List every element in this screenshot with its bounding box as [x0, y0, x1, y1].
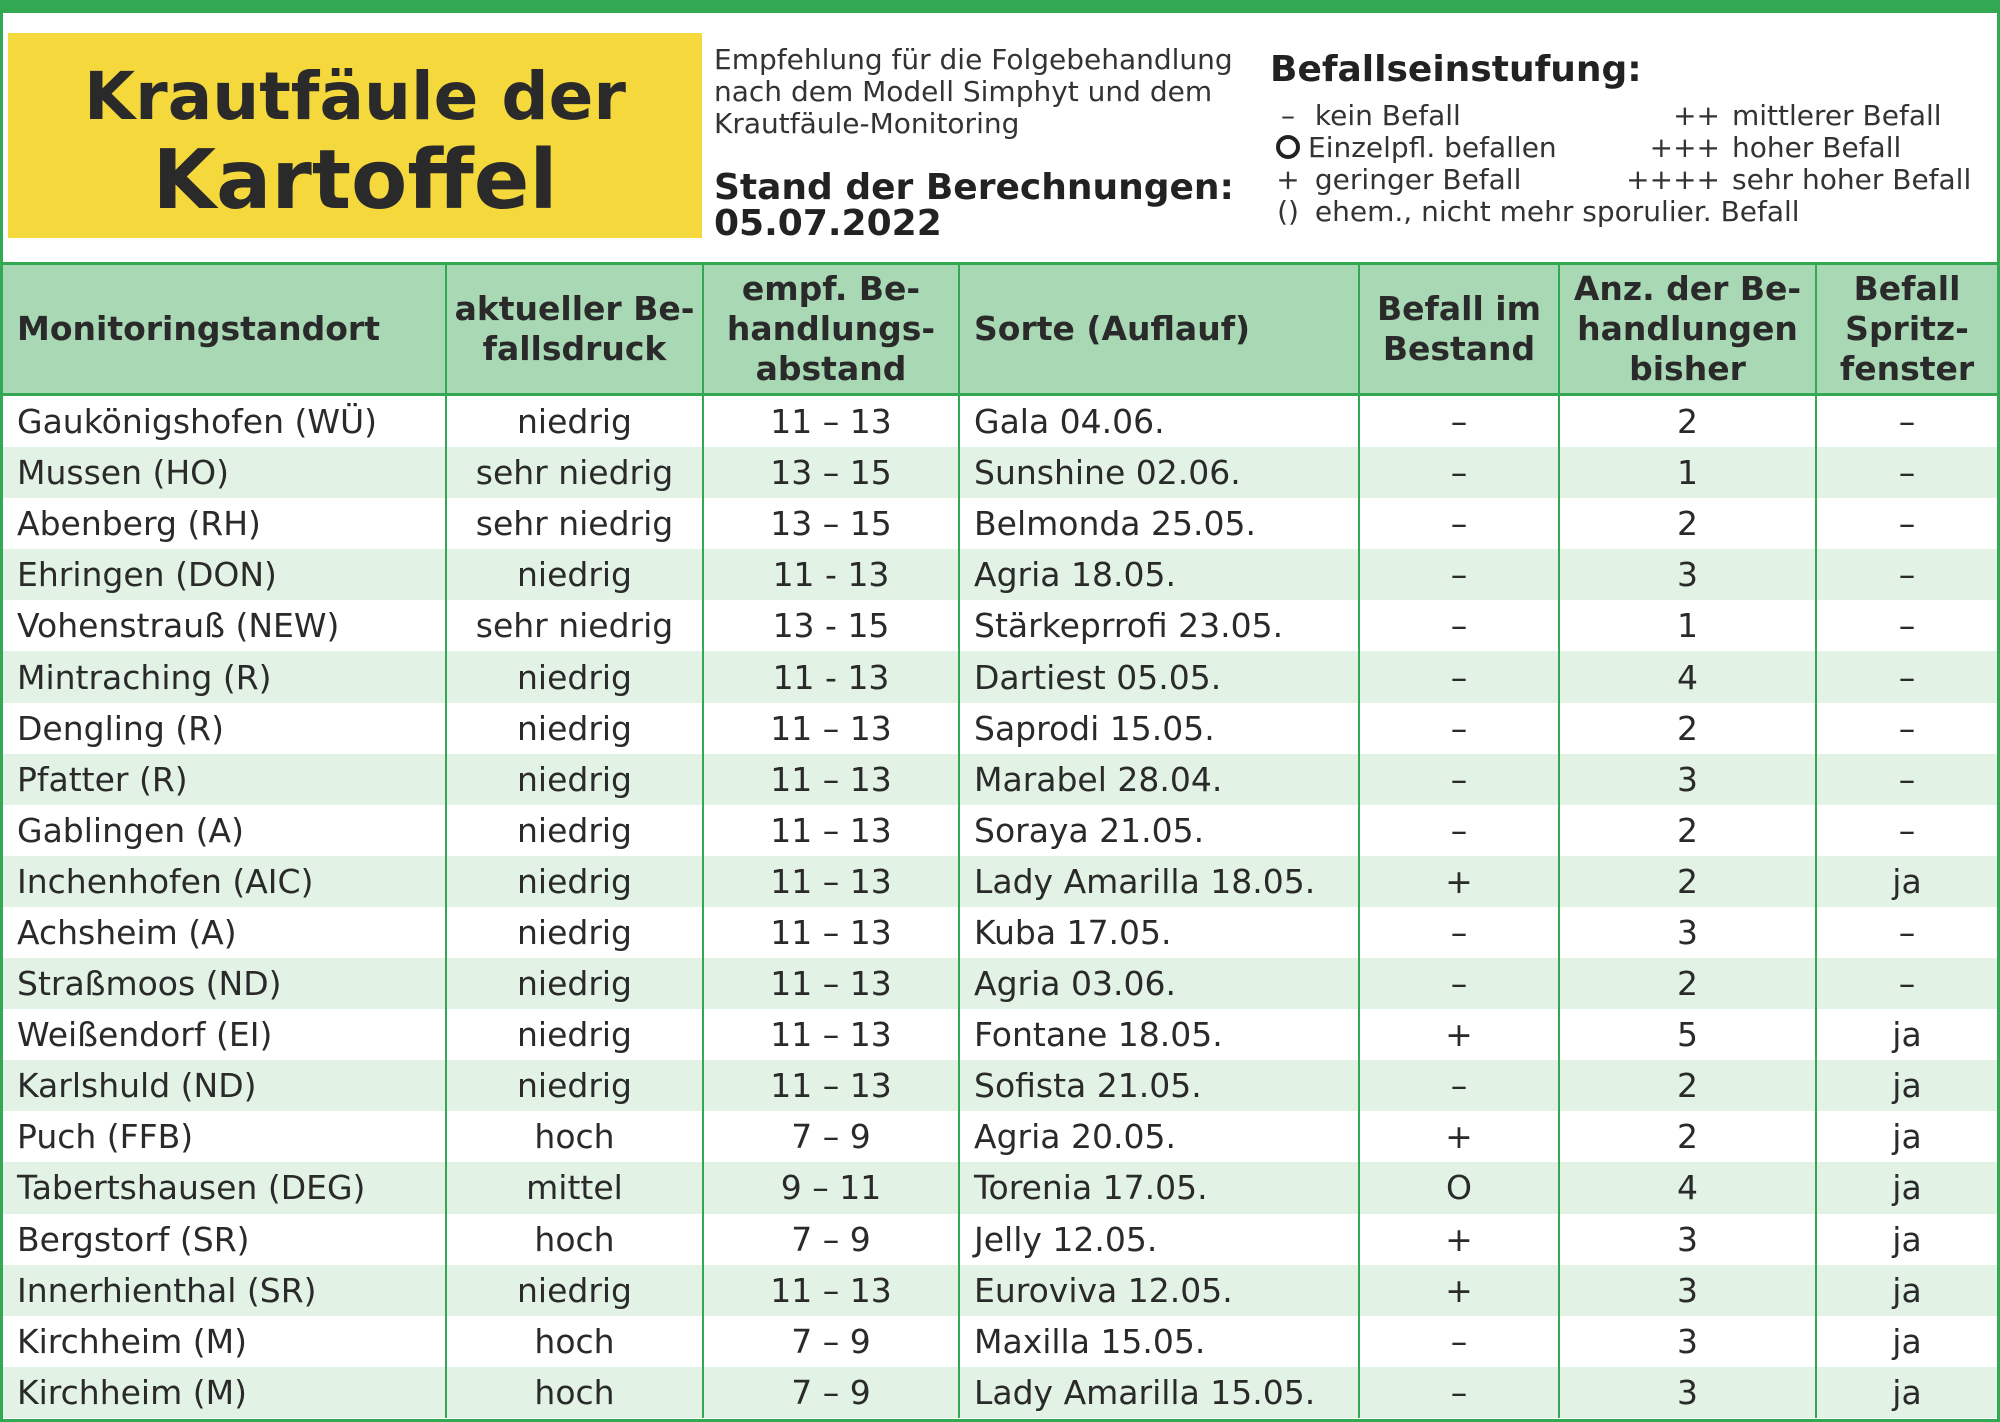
cell-pressure: hoch [446, 1367, 703, 1418]
legend-label: hoher Befall [1732, 131, 1902, 164]
legend-item [1610, 100, 1990, 132]
legend-label: geringer Befall [1314, 163, 1522, 196]
cell-pressure: niedrig [446, 958, 703, 1009]
cell-spray-window: ja [1892, 1219, 1922, 1259]
legend-item [1610, 132, 1990, 164]
header-spray-window: Befall Spritz- fenster [1816, 265, 1997, 395]
cell-variety: Soraya 21.05. [959, 805, 1359, 856]
legend-label: kein Befall [1314, 99, 1461, 132]
cell-treatments: 1 [1559, 447, 1816, 498]
cell-infestation: – [1359, 805, 1559, 856]
table-row [3, 498, 1997, 549]
cell-variety: Gala 04.06. [959, 395, 1359, 448]
cell-spray-window: ja [1816, 1162, 1997, 1213]
legend-label: sehr hoher Befall [1732, 163, 1972, 196]
cell-location: Pfatter (R) [3, 754, 446, 805]
cell-infestation: + [1359, 1265, 1559, 1316]
cell-infestation: – [1359, 549, 1559, 600]
cell-interval: 11 – 13 [703, 1060, 959, 1111]
header-location: Monitoringstandort [3, 265, 446, 395]
cell-pressure: sehr niedrig [446, 498, 703, 549]
legend-item [1270, 164, 1610, 196]
cell-pressure: niedrig [446, 703, 703, 754]
cell-treatments: 2 [1559, 1060, 1816, 1111]
table-row [3, 856, 1997, 907]
legend-item [1610, 164, 1990, 196]
cell-interval: 11 – 13 [703, 958, 959, 1009]
legend [1270, 50, 1990, 228]
cell-spray-window: ja [1892, 1117, 1922, 1157]
cell-interval: 11 – 13 [703, 395, 959, 448]
cell-location: Kirchheim (M) [3, 1367, 446, 1418]
cell-variety: Agria 03.06. [959, 958, 1359, 1009]
cell-treatments: 2 [1559, 1111, 1816, 1162]
cell-infestation: – [1359, 907, 1559, 958]
cell-treatments: 2 [1559, 498, 1816, 549]
legend-item [1270, 196, 1990, 228]
cell-location: Puch (FFB) [3, 1111, 446, 1162]
header-variety: Sorte (Auflauf) [959, 265, 1359, 395]
title-line2: Kartoffel [152, 133, 558, 228]
cell-location: Bergstorf (SR) [3, 1214, 446, 1265]
cell-treatments: 4 [1559, 1162, 1816, 1213]
cell-spray-window: – [1898, 912, 1916, 952]
cell-variety: Agria 20.05. [959, 1111, 1359, 1162]
table-row [3, 549, 1997, 600]
cell-variety: Torenia 17.05. [959, 1162, 1359, 1213]
cell-location: Innerhienthal (SR) [3, 1265, 446, 1316]
cell-location: Dengling (R) [3, 703, 446, 754]
cell-spray-window: – [1898, 606, 1916, 646]
cell-infestation: – [1359, 447, 1559, 498]
cell-pressure: hoch [446, 1316, 703, 1367]
cell-location: Achsheim (A) [3, 907, 446, 958]
header-infestation: Befall im Bestand [1359, 265, 1559, 395]
cell-infestation: O [1359, 1162, 1559, 1213]
cell-variety: Jelly 12.05. [959, 1214, 1359, 1265]
cell-location: Vohenstrauß (NEW) [3, 600, 446, 651]
table-row [3, 1162, 1997, 1213]
cell-variety: Saprodi 15.05. [959, 703, 1359, 754]
desc-line: Empfehlung für die Folgebehandlung [714, 43, 1233, 76]
cell-treatments: 2 [1559, 395, 1816, 448]
cell-interval: 11 - 13 [703, 549, 959, 600]
cell-pressure: niedrig [446, 651, 703, 702]
cell-treatments: 2 [1559, 958, 1816, 1009]
cell-location: Abenberg (RH) [3, 498, 446, 549]
cell-infestation: + [1359, 1111, 1559, 1162]
cell-infestation: + [1359, 1214, 1559, 1265]
cell-treatments: 2 [1559, 805, 1816, 856]
cell-treatments: 4 [1559, 651, 1816, 702]
title-line1: Krautfäule der [84, 58, 626, 135]
monitoring-table [3, 265, 1997, 1418]
table-row [3, 1009, 1997, 1060]
cell-pressure: niedrig [446, 1009, 703, 1060]
cell-spray-window: – [1898, 402, 1916, 442]
cell-spray-window: ja [1816, 1367, 1997, 1418]
legend-label: mittlerer Befall [1732, 99, 1942, 132]
cell-treatments: 5 [1559, 1009, 1816, 1060]
info-description [714, 44, 1254, 140]
cell-pressure: niedrig [446, 395, 703, 448]
table-row [3, 907, 1997, 958]
cell-variety: Maxilla 15.05. [959, 1316, 1359, 1367]
stand-date: 05.07.2022 [714, 203, 942, 244]
cell-interval: 7 – 9 [703, 1316, 959, 1367]
cell-pressure: hoch [446, 1111, 703, 1162]
cell-infestation: – [1359, 1316, 1559, 1367]
title-box [8, 33, 702, 238]
cell-spray-window: ja [1816, 1265, 1997, 1316]
calculation-date [714, 167, 1254, 244]
cell-treatments: 3 [1559, 907, 1816, 958]
cell-spray-window: – [1816, 651, 1997, 702]
desc-line: nach dem Modell Simphyt und dem [714, 75, 1213, 108]
cell-infestation: – [1359, 600, 1559, 651]
cell-location: Gaukönigshofen (WÜ) [3, 395, 446, 448]
cell-treatments: 2 [1559, 856, 1816, 907]
table-row [3, 1111, 1997, 1162]
table-header-row [3, 265, 1997, 395]
legend-symbol: ++ [1673, 99, 1720, 132]
cell-interval: 11 – 13 [703, 1265, 959, 1316]
legend-symbol: () [1277, 195, 1299, 228]
cell-variety: Lady Amarilla 18.05. [959, 856, 1359, 907]
stand-label: Stand der Berechnungen: [714, 167, 1234, 208]
legend-label: Einzelpfl. befallen [1308, 131, 1557, 164]
cell-treatments: 3 [1559, 1265, 1816, 1316]
cell-interval: 11 – 13 [703, 703, 959, 754]
cell-interval: 13 – 15 [703, 498, 959, 549]
cell-variety: Dartiest 05.05. [959, 651, 1359, 702]
cell-pressure: hoch [446, 1214, 703, 1265]
cell-variety: Sofista 21.05. [959, 1060, 1359, 1111]
info-block [714, 44, 1254, 242]
cell-pressure: niedrig [446, 805, 703, 856]
legend-symbol: +++ [1649, 131, 1720, 164]
cell-treatments: 1 [1559, 600, 1816, 651]
cell-variety: Sunshine 02.06. [959, 447, 1359, 498]
cell-pressure: niedrig [446, 1265, 703, 1316]
cell-pressure: niedrig [446, 549, 703, 600]
cell-spray-window: – [1898, 810, 1916, 850]
cell-infestation: – [1359, 754, 1559, 805]
cell-variety: Euroviva 12.05. [959, 1265, 1359, 1316]
cell-treatments: 2 [1559, 703, 1816, 754]
cell-infestation: – [1359, 651, 1559, 702]
cell-interval: 11 – 13 [703, 805, 959, 856]
cell-variety: Marabel 28.04. [959, 754, 1359, 805]
legend-symbol: – [1281, 99, 1295, 132]
cell-infestation: – [1359, 1060, 1559, 1111]
cell-spray-window: – [1816, 447, 1997, 498]
cell-interval: 13 – 15 [703, 447, 959, 498]
cell-treatments: 3 [1559, 1367, 1816, 1418]
cell-location: Mussen (HO) [3, 447, 446, 498]
cell-variety: Lady Amarilla 15.05. [959, 1367, 1359, 1418]
cell-interval: 11 – 13 [703, 1009, 959, 1060]
cell-pressure: sehr niedrig [446, 600, 703, 651]
cell-spray-window: – [1898, 708, 1916, 748]
cell-pressure: niedrig [446, 1060, 703, 1111]
cell-location: Mintraching (R) [3, 651, 446, 702]
cell-variety: Agria 18.05. [959, 549, 1359, 600]
table-row [3, 395, 1997, 448]
table-row [3, 1060, 1997, 1111]
cell-interval: 11 – 13 [703, 754, 959, 805]
table-row [3, 805, 1997, 856]
cell-pressure: niedrig [446, 856, 703, 907]
cell-infestation: – [1359, 395, 1559, 448]
legend-label: ehem., nicht mehr sporulier. Befall [1314, 195, 1800, 228]
cell-infestation: – [1359, 1367, 1559, 1418]
cell-spray-window: ja [1892, 1015, 1922, 1055]
table-row [3, 1265, 1997, 1316]
table-row [3, 754, 1997, 805]
cell-treatments: 3 [1559, 754, 1816, 805]
cell-variety: Stärkeprrofi 23.05. [959, 600, 1359, 651]
cell-infestation: + [1359, 1009, 1559, 1060]
cell-variety: Belmonda 25.05. [959, 498, 1359, 549]
cell-spray-window: – [1816, 958, 1997, 1009]
header-pressure: aktueller Be- fallsdruck [446, 265, 703, 395]
legend-item [1270, 132, 1610, 164]
desc-line: Krautfäule-Monitoring [714, 107, 1020, 140]
legend-grid [1270, 100, 1990, 228]
table-row [3, 958, 1997, 1009]
table-body [3, 395, 1997, 1418]
table-row [3, 447, 1997, 498]
table-row [3, 651, 1997, 702]
cell-treatments: 3 [1559, 549, 1816, 600]
cell-spray-window: ja [1892, 1321, 1922, 1361]
cell-spray-window: ja [1816, 1060, 1997, 1111]
cell-interval: 7 – 9 [703, 1111, 959, 1162]
cell-pressure: niedrig [446, 754, 703, 805]
header-treatments: Anz. der Be- handlungen bisher [1559, 265, 1816, 395]
cell-location: Straßmoos (ND) [3, 958, 446, 1009]
cell-pressure: niedrig [446, 907, 703, 958]
top-bar [0, 0, 2000, 13]
cell-pressure: mittel [446, 1162, 703, 1213]
legend-symbol: ++++ [1626, 163, 1720, 196]
cell-interval: 7 – 9 [703, 1367, 959, 1418]
cell-variety: Fontane 18.05. [959, 1009, 1359, 1060]
cell-interval: 11 – 13 [703, 856, 959, 907]
legend-title: Befallseinstufung: [1270, 49, 1642, 90]
cell-spray-window: – [1816, 754, 1997, 805]
cell-infestation: – [1359, 498, 1559, 549]
table-row [3, 703, 1997, 754]
cell-location: Karlshuld (ND) [3, 1060, 446, 1111]
cell-location: Gablingen (A) [3, 805, 446, 856]
legend-item [1270, 100, 1610, 132]
cell-location: Weißendorf (EI) [3, 1009, 446, 1060]
table-row [3, 1367, 1997, 1418]
cell-location: Kirchheim (M) [3, 1316, 446, 1367]
cell-interval: 11 - 13 [703, 651, 959, 702]
cell-treatments: 3 [1559, 1316, 1816, 1367]
cell-interval: 13 - 15 [703, 600, 959, 651]
cell-infestation: – [1359, 703, 1559, 754]
cell-treatments: 3 [1559, 1214, 1816, 1265]
circle-icon [1276, 135, 1300, 159]
table-row [3, 600, 1997, 651]
cell-interval: 11 – 13 [703, 907, 959, 958]
table-row [3, 1214, 1997, 1265]
table-row [3, 1316, 1997, 1367]
cell-pressure: sehr niedrig [446, 447, 703, 498]
cell-interval: 7 – 9 [703, 1214, 959, 1265]
cell-interval: 9 – 11 [703, 1162, 959, 1213]
legend-symbol: + [1276, 163, 1300, 196]
cell-location: Ehringen (DON) [3, 549, 446, 600]
header-interval: empf. Be- handlungs- abstand [703, 265, 959, 395]
cell-infestation: + [1359, 856, 1559, 907]
cell-spray-window: – [1816, 549, 1997, 600]
cell-location: Inchenhofen (AIC) [3, 856, 446, 907]
cell-spray-window: – [1898, 504, 1916, 544]
cell-spray-window: ja [1816, 856, 1997, 907]
cell-location: Tabertshausen (DEG) [3, 1162, 446, 1213]
cell-variety: Kuba 17.05. [959, 907, 1359, 958]
cell-infestation: – [1359, 958, 1559, 1009]
